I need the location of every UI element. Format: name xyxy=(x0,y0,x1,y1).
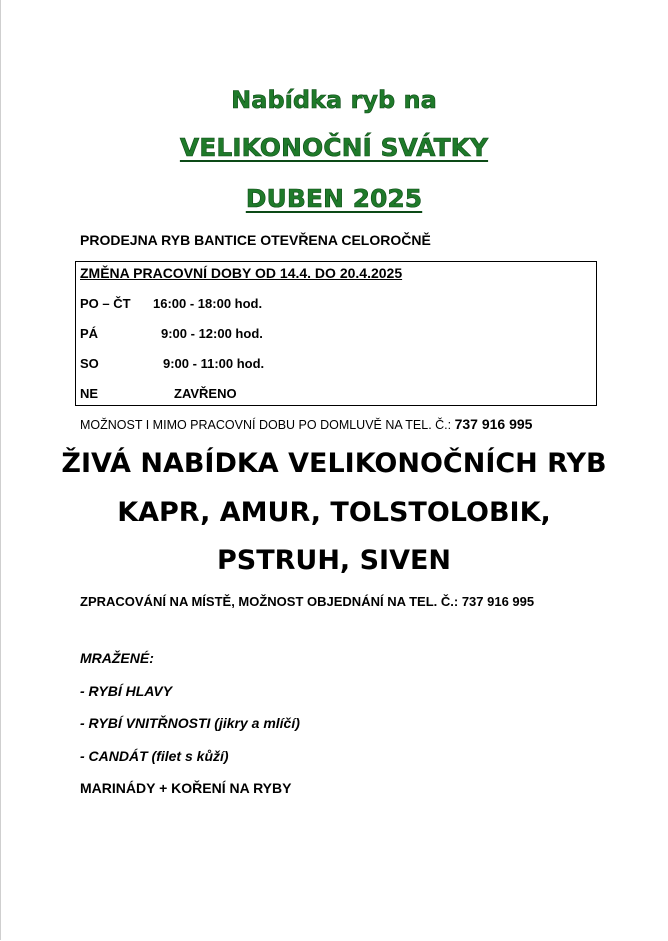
hours-box xyxy=(75,261,597,406)
hours-day: PO – ČT xyxy=(80,296,131,311)
hours-box-title: ZMĚNA PRACOVNÍ DOBY OD 14.4. DO 20.4.2025 xyxy=(80,265,403,281)
frozen-title: MRAŽENÉ: xyxy=(80,650,154,666)
processing-text: ZPRACOVÁNÍ NA MÍSTĚ, MOŽNOST OBJEDNÁNÍ NA TEL. Č.: xyxy=(80,594,462,609)
hours-time: ZAVŘENO xyxy=(174,386,237,401)
hours-time: 9:00 - 12:00 hod. xyxy=(161,326,263,341)
possibility-phone: 737 916 995 xyxy=(454,416,533,432)
hours-day: PÁ xyxy=(80,326,99,341)
possibility-line xyxy=(80,416,532,432)
heading-line3: DUBEN 2025 xyxy=(245,184,423,213)
marinades-text: MARINÁDY + KOŘENÍ NA RYBY xyxy=(80,780,292,796)
live-offer-line2: KAPR, AMUR, TOLSTOLOBIK, xyxy=(117,497,551,528)
processing-phone: 737 916 995 xyxy=(461,594,535,609)
heading-line1: Nabídka ryb na xyxy=(231,86,437,114)
possibility-text: MOŽNOST I MIMO PRACOVNÍ DOBU PO DOMLUVĚ NA TEL. Č.: xyxy=(80,418,455,432)
frozen-item: - RYBÍ HLAVY xyxy=(80,683,173,699)
hours-day: SO xyxy=(80,356,99,371)
live-offer-line1: ŽIVÁ NABÍDKA VELIKONOČNÍCH RYB xyxy=(61,448,607,479)
frozen-item: - RYBÍ VNITŘNOSTI (jikry a mlíčí) xyxy=(80,715,300,731)
heading-line2: VELIKONOČNÍ SVÁTKY xyxy=(179,133,489,162)
live-offer-line3: PSTRUH, SIVEN xyxy=(216,545,452,576)
processing-line xyxy=(80,594,534,609)
shop-open-text: PRODEJNA RYB BANTICE OTEVŘENA CELOROČNĚ xyxy=(80,232,431,248)
hours-day: NE xyxy=(80,386,99,401)
hours-time: 16:00 - 18:00 hod. xyxy=(153,296,263,311)
frozen-item: - CANDÁT (filet s kůží) xyxy=(80,748,229,764)
hours-time: 9:00 - 11:00 hod. xyxy=(163,356,265,371)
